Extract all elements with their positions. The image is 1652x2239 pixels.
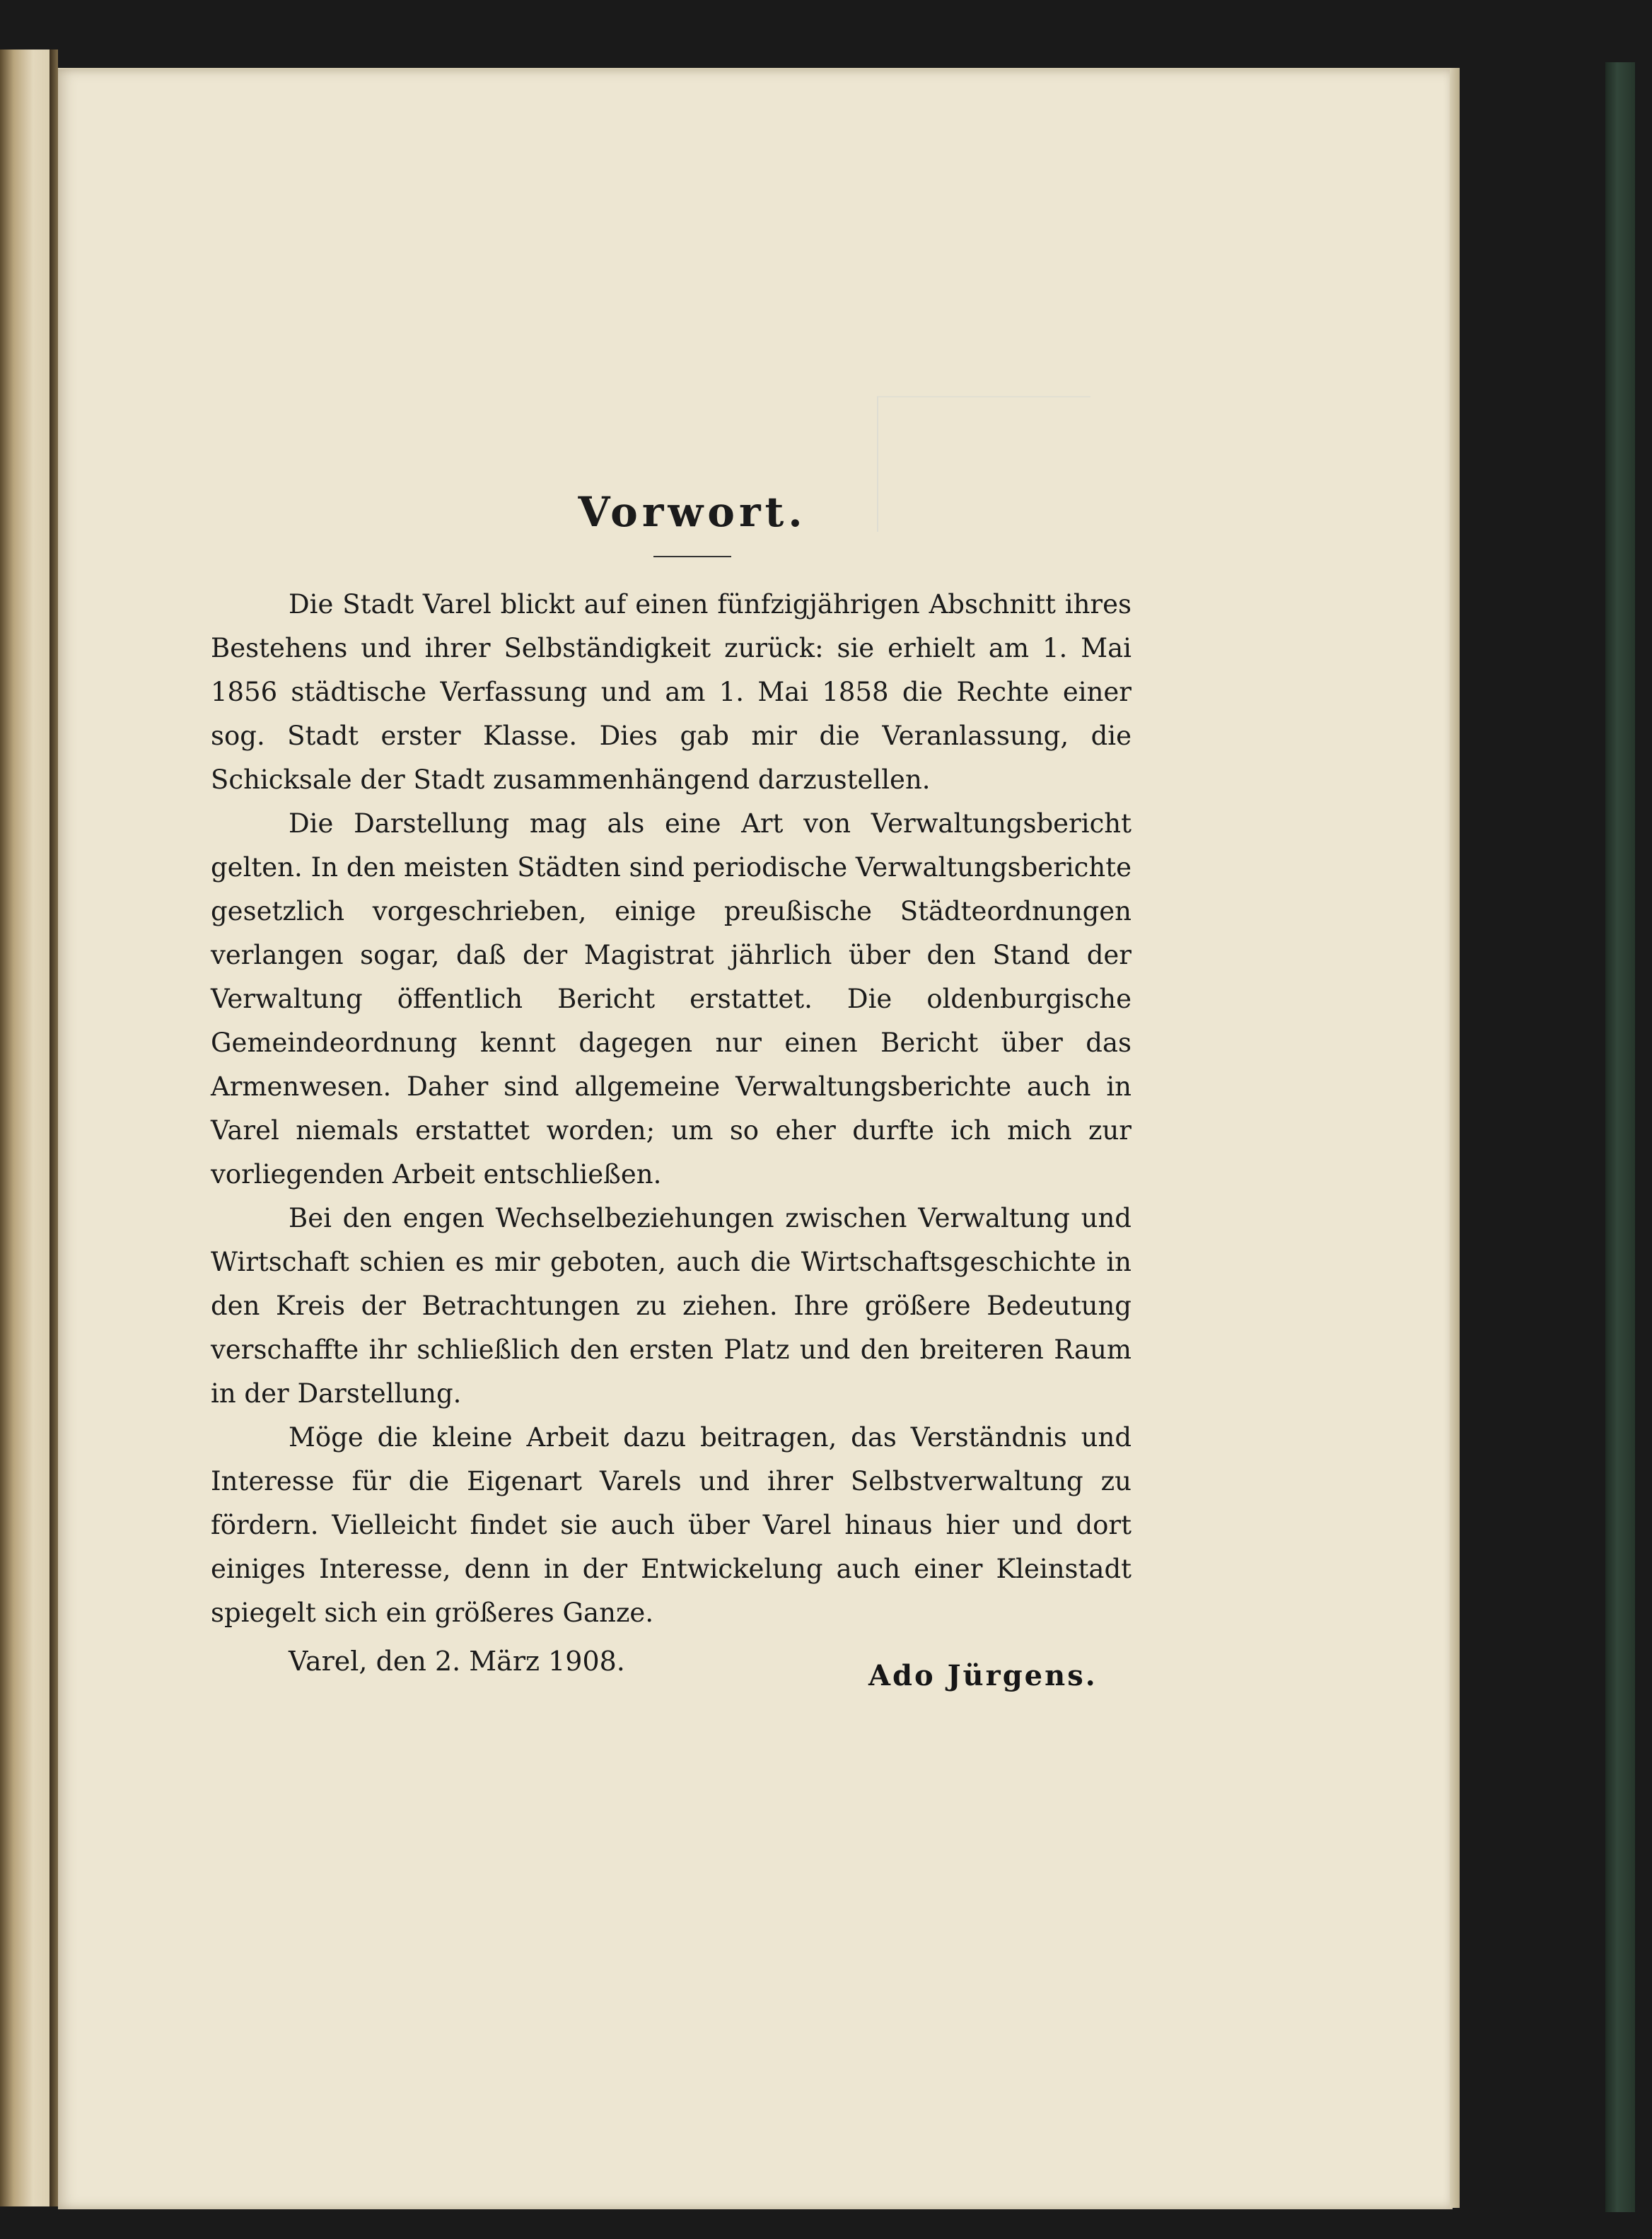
book-cover-edge [1605, 62, 1635, 2212]
preface-content [211, 488, 1132, 1683]
paragraph-4: Möge die kleine Arbeit dazu beitragen, das Verständnis und Interesse für die Eigenart Varels und ihrer Selbstverwaltung zu fördern. Vielleicht findet sie auch über Varel hinaus hier und dort einiges Interesse, denn in der Entwickelung auch einer Kleinstadt spiegelt sich ein größeres Ganze. [211, 1422, 1132, 1628]
title-divider [653, 556, 731, 557]
paragraph-3: Bei den engen Wechselbeziehungen zwischen Verwaltung und Wirtschaft schien es mir geboten, auch die Wirtschaftsgeschichte in den Kreis der Betrachtungen zu ziehen. Ihre größere Bedeutung verschaffte ihr schließlich den ersten Platz und den breiteren Raum in der Darstellung. [211, 1203, 1132, 1409]
book-gutter [50, 50, 58, 2206]
paragraph-2: Die Darstellung mag als eine Art von Verwaltungsbericht gelten. In den meisten Städten sind periodische Verwaltungsberichte gesetzlich vorgeschrieben, einige preußische Städteordnungen verlangen sogar, daß der Magistrat jährlich über den Stand der Verwaltung öffentlich Bericht erstattet. Die oldenburgische Gemeindeordnung kennt dagegen nur einen Bericht über das Armenwesen. Daher sind allgemeine Verwaltungsberichte auch in Varel niemals erstattet worden; um so eher durfte ich mich zur vorliegenden Arbeit entschließen. [211, 808, 1132, 1190]
preface-body [211, 583, 1132, 1635]
page-edge-rim [1450, 68, 1460, 2208]
page-title: Vorwort. [578, 488, 807, 536]
place-and-date: Varel, den 2. März 1908. [289, 1646, 625, 1677]
previous-page-edge [0, 50, 55, 2206]
author-signature: Ado Jürgens. [868, 1659, 1098, 1692]
paragraph-1: Die Stadt Varel blickt auf einen fünfzigjährigen Abschnitt ihres Bestehens und ihrer Selbständigkeit zurück: sie erhielt am 1. Mai 1856 städtische Verfassung und am 1. Mai 1858 die Rechte einer sog. Stadt erster Klasse. Dies gab mir die Veranlassung, die Schicksale der Stadt zusammenhängend darzustellen. [211, 589, 1132, 795]
